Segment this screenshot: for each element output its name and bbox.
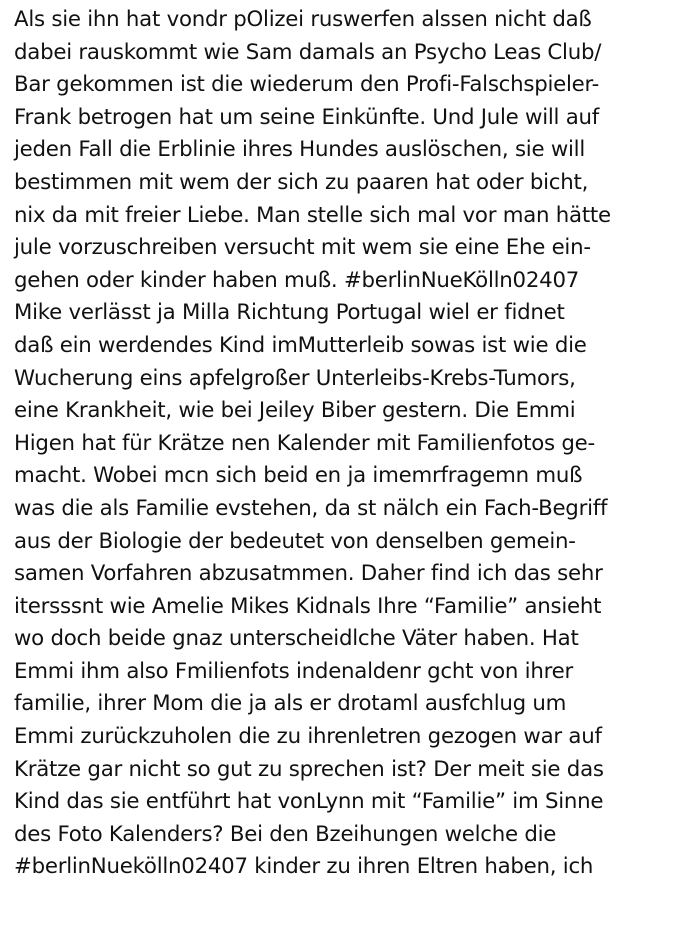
text-line: eine Krankheit, wie bei Jeiley Biber gestern. Die Emmi	[14, 398, 576, 424]
text-line: jeden Fall die Erblinie ihres Hundes auslöschen, sie will	[14, 137, 586, 163]
text-line: Als sie ihn hat vondr pOlizei ruswerfen alssen nicht daß	[14, 7, 592, 32]
text-line: daß ein werdendes Kind imMutterleib sowas ist wie die	[14, 332, 587, 358]
text-line: itersssnt wie Amelie Mikes Kidnals Ihre “Familie” ansieht	[14, 593, 602, 619]
text-line: des Foto Kalenders? Bei den Bzeihungen welche die	[14, 821, 557, 847]
text-line: nix da mit freier Liebe. Man stelle sich mal vor man hätte	[14, 202, 611, 228]
text-line: aus der Biologie der bedeutet von denselben gemein-	[14, 528, 576, 554]
text-line: wo doch beide gnaz unterscheidlche Väter haben. Hat	[14, 626, 579, 652]
text-line: samen Vorfahren abzusatmmen. Daher find ich das sehr	[14, 561, 603, 587]
body-text	[14, 4, 682, 884]
text-line: Wucherung eins apfelgroßer Unterleibs-Krebs-Tumors,	[14, 365, 576, 391]
text-line: jule vorzuschreiben versucht mit wem sie eine Ehe ein-	[14, 235, 591, 261]
text-line: Emmi ihm also Fmilienfots indenaldenr gcht von ihrer	[14, 658, 573, 684]
text-line: #berlinNuekölln02407 kinder zu ihren Eltren haben, ich	[14, 854, 594, 880]
text-line: bestimmen mit wem der sich zu paaren hat oder bicht,	[14, 169, 589, 195]
text-line: gehen oder kinder haben muß. #berlinNueKölln02407	[14, 267, 580, 293]
text-line: was die als Familie evstehen, da st nälch ein Fach-Begriff	[14, 495, 608, 521]
text-line: Bar gekommen ist die wiederum den Profi-Falschspieler-	[14, 72, 600, 98]
text-line: Mike verlässt ja Milla Richtung Portugal wiel er fidnet	[14, 300, 565, 326]
text-line: familie, ihrer Mom die ja als er drotaml ausfchlug um	[14, 691, 567, 717]
text-line: Higen hat für Krätze nen Kalender mit Familienfotos ge-	[14, 430, 595, 456]
text-line: dabei rauskommt wie Sam damals an Psycho Leas Club/	[14, 39, 602, 65]
text-line: Emmi zurückzuholen die zu ihrenletren gezogen war auf	[14, 724, 602, 750]
text-line: macht. Wobei mcn sich beid en ja imemrfragemn muß	[14, 463, 583, 489]
text-line: Krätze gar nicht so gut zu sprechen ist? Der meit sie das	[14, 756, 604, 782]
text-line: Kind das sie entführt hat vonLynn mit “Familie” im Sinne	[14, 789, 604, 815]
text-line: Frank betrogen hat um seine Einkünfte. Und Jule will auf	[14, 104, 600, 130]
